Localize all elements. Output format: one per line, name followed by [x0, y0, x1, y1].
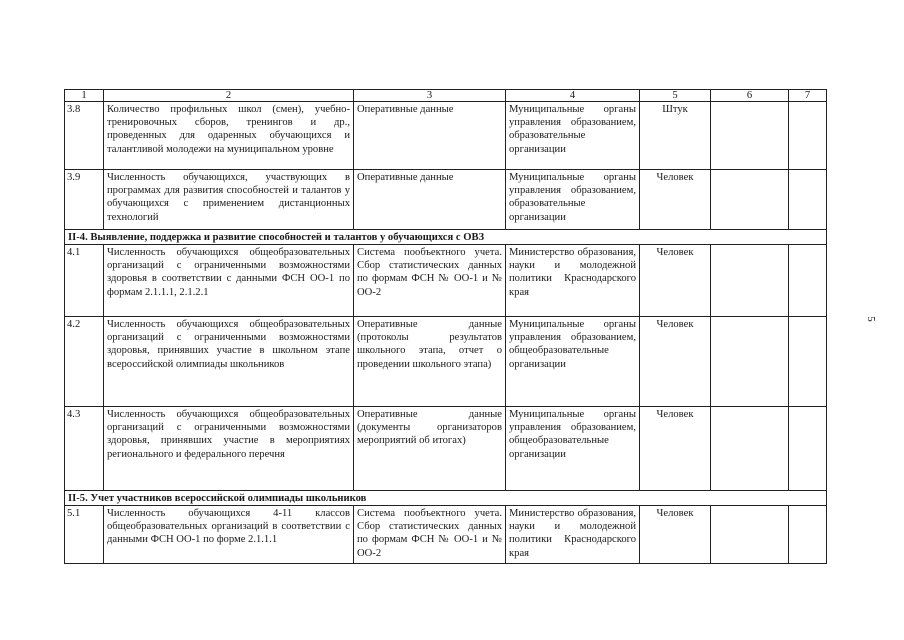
- responsible-cell: Муниципальные органы управления образованием, образовательные организации: [506, 170, 640, 230]
- table-row: [65, 506, 827, 564]
- value-cell-6: [711, 102, 789, 170]
- indicator-cell: Численность обучающихся общеобразовательных организаций с ограниченными возможностями здоровья в соответствии с данными ФСН ОО-1 по формам 2.1.1.1, 2.1.2.1: [104, 245, 354, 317]
- value-cell-7: [789, 506, 827, 564]
- data-source-cell: Оперативные данные (протоколы результатов школьного этапа, отчет о проведении школьного этапа): [354, 317, 506, 407]
- table-row: [65, 170, 827, 230]
- value-cell-7: [789, 407, 827, 491]
- indicators-table: [64, 89, 827, 564]
- section-title: II-5. Учет участников всероссийской олимпиады школьников: [65, 491, 827, 506]
- value-cell-6: [711, 407, 789, 491]
- unit-cell: Человек: [640, 170, 711, 230]
- indicator-cell: Численность обучающихся общеобразовательных организаций с ограниченными возможностями здоровья, принявших участие в школьном этапе всероссийской олимпиады школьников: [104, 317, 354, 407]
- value-cell-7: [789, 102, 827, 170]
- indicator-cell: Количество профильных школ (смен), учебно-тренировочных сборов, тренингов и др., проведенных для одаренных обучающихся и талантливой молодежи на муниципальном уровне: [104, 102, 354, 170]
- page-number: 5: [864, 316, 877, 322]
- value-cell-6: [711, 506, 789, 564]
- indicator-cell: Численность обучающихся общеобразовательных организаций с ограниченными возможностями здоровья, принявших участие в мероприятиях регионального и федерального перечня: [104, 407, 354, 491]
- row-number-cell: 3.9: [65, 170, 104, 230]
- header-cell: 1: [65, 90, 104, 102]
- header-cell: 2: [104, 90, 354, 102]
- row-number-cell: 4.1: [65, 245, 104, 317]
- unit-cell: Человек: [640, 407, 711, 491]
- row-number-cell: 5.1: [65, 506, 104, 564]
- header-row: [65, 90, 827, 102]
- responsible-cell: Муниципальные органы управления образованием, общеобразовательные организации: [506, 407, 640, 491]
- responsible-cell: Муниципальные органы управления образованием, образовательные организации: [506, 102, 640, 170]
- unit-cell: Человек: [640, 317, 711, 407]
- table-body: [65, 90, 827, 564]
- unit-cell: Человек: [640, 245, 711, 317]
- header-cell: 4: [506, 90, 640, 102]
- data-source-cell: Оперативные данные: [354, 170, 506, 230]
- row-number-cell: 4.3: [65, 407, 104, 491]
- header-cell: 5: [640, 90, 711, 102]
- value-cell-7: [789, 170, 827, 230]
- unit-cell: Человек: [640, 506, 711, 564]
- responsible-cell: Муниципальные органы управления образованием, общеобразовательные организации: [506, 317, 640, 407]
- responsible-cell: Министерство образования, науки и молодежной политики Краснодарского края: [506, 245, 640, 317]
- data-source-cell: Оперативные данные (документы организаторов мероприятий об итогах): [354, 407, 506, 491]
- data-source-cell: Система пообъектного учета. Сбор статистических данных по формам ФСН № ОО-1 и № ОО-2: [354, 506, 506, 564]
- value-cell-6: [711, 170, 789, 230]
- row-number-cell: 3.8: [65, 102, 104, 170]
- value-cell-6: [711, 245, 789, 317]
- section-row: [65, 491, 827, 506]
- table-row: [65, 407, 827, 491]
- section-title: II-4. Выявление, поддержка и развитие способностей и талантов у обучающихся с ОВЗ: [65, 230, 827, 245]
- indicator-cell: Численность обучающихся 4-11 классов общеобразовательных организаций в соответствии с данными ФСН ОО-1 по форме 2.1.1.1: [104, 506, 354, 564]
- header-cell: 6: [711, 90, 789, 102]
- table-row: [65, 102, 827, 170]
- value-cell-6: [711, 317, 789, 407]
- data-source-cell: Оперативные данные: [354, 102, 506, 170]
- data-source-cell: Система пообъектного учета. Сбор статистических данных по формам ФСН № ОО-1 и № ОО-2: [354, 245, 506, 317]
- row-number-cell: 4.2: [65, 317, 104, 407]
- responsible-cell: Министерство образования, науки и молодежной политики Краснодарского края: [506, 506, 640, 564]
- unit-cell: Штук: [640, 102, 711, 170]
- value-cell-7: [789, 245, 827, 317]
- header-cell: 3: [354, 90, 506, 102]
- header-cell: 7: [789, 90, 827, 102]
- indicator-cell: Численность обучающихся, участвующих в программах для развития способностей и талантов у обучающихся с применением дистанционных технологий: [104, 170, 354, 230]
- table-row: [65, 245, 827, 317]
- table-row: [65, 317, 827, 407]
- document-page: [64, 89, 826, 564]
- section-row: [65, 230, 827, 245]
- value-cell-7: [789, 317, 827, 407]
